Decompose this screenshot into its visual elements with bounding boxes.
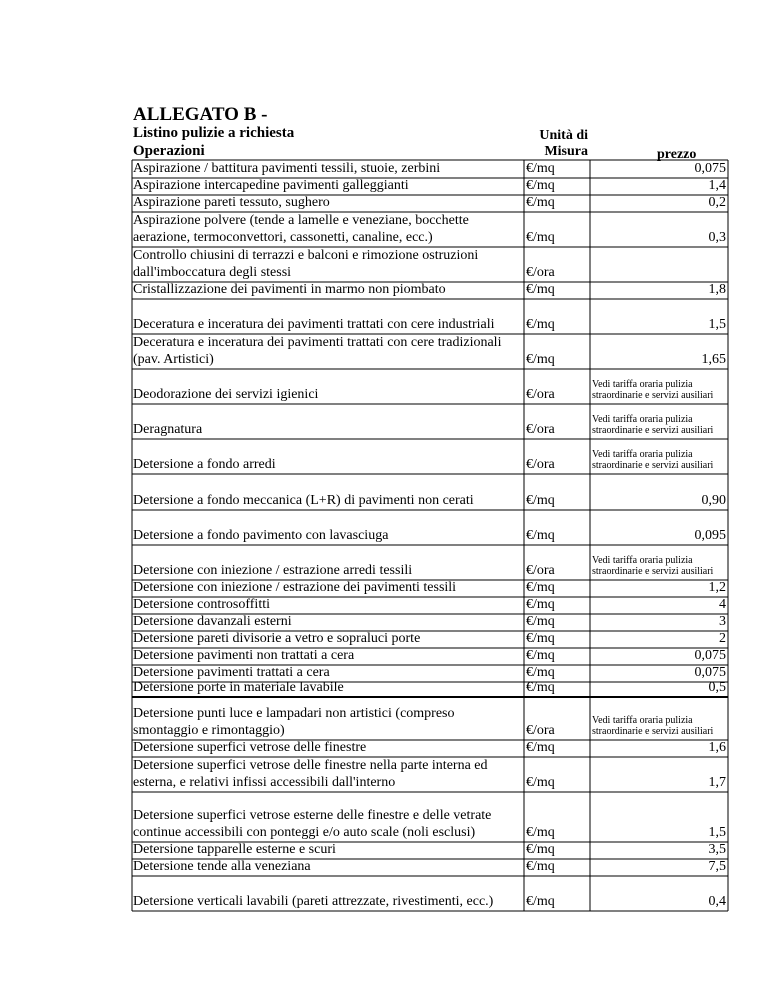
unit-cell: €/mq [526,739,555,755]
price-cell: 0,075 [694,160,726,176]
unit-cell: €/mq [526,824,555,840]
operation-cell: Detersione pareti divisorie a vetro e sopraluci porte [133,630,421,646]
price-cell: 0,90 [701,492,726,508]
unit-cell: €/mq [526,596,555,612]
operation-cell: Detersione con iniezione / estrazione arredi tessili [133,562,413,578]
unit-cell: €/ora [526,386,555,402]
operation-cell: Cristallizzazione dei pavimenti in marmo non piombato [133,281,446,297]
operation-cell: Detersione con iniezione / estrazione dei pavimenti tessili [133,579,457,595]
table-row [132,474,728,510]
table-row [132,439,728,474]
operation-cell: Detersione porte in materiale lavabile [133,679,344,695]
operation-cell: Deceratura e inceratura dei pavimenti trattati con cere tradizionali (pav. Artistici) [133,335,502,367]
operations-column-header: Operazioni [133,143,205,159]
unit-cell: €/mq [526,194,555,210]
unit-cell: €/mq [526,229,555,245]
unit-cell: €/mq [526,613,555,629]
operation-cell: Detersione superfici vetrose delle finestre [133,739,367,755]
unit-header-line1: Unità di [539,128,588,143]
operation-cell: Detersione davanzali esterni [133,613,292,629]
price-note-cell: Vedi tariffa oraria pulizia straordinarie e servizi ausiliari [592,555,714,577]
unit-cell: €/mq [526,647,555,663]
operation-cell: Detersione superfici vetrose delle finestre nella parte interna ed esterna, e relativi infissi accessibili dall'interno [133,758,488,790]
table-row [132,545,728,580]
table-row [132,631,728,648]
unit-cell: €/mq [526,774,555,790]
unit-cell: €/mq [526,351,555,367]
price-cell: 1,6 [708,739,726,755]
table-row [132,510,728,545]
unit-header-line2: Misura [544,144,588,159]
operation-cell: Detersione pavimenti non trattati a cera [133,647,355,663]
operation-cell: Detersione tapparelle esterne e scuri [133,841,336,857]
table-row [132,740,728,757]
operation-cell: Aspirazione / battitura pavimenti tessili, stuoie, zerbini [133,160,441,176]
unit-cell: €/mq [526,630,555,646]
unit-cell: €/ora [526,421,555,437]
operation-cell: Deragnatura [133,421,203,437]
operation-cell: Deceratura e inceratura dei pavimenti trattati con cere industriali [133,316,495,332]
price-note-cell: Vedi tariffa oraria pulizia straordinarie e servizi ausiliari [592,414,714,436]
table-row [132,876,728,911]
table-row [132,282,728,299]
table-row [132,697,728,740]
price-note-cell: Vedi tariffa oraria pulizia straordinarie e servizi ausiliari [592,715,714,737]
unit-cell: €/mq [526,858,555,874]
table-row [132,648,728,665]
operation-cell: Detersione a fondo pavimento con lavasciuga [133,527,389,543]
price-cell: 3 [719,613,726,629]
price-cell: 1,65 [701,351,726,367]
table-row [132,195,728,212]
table-row [132,757,728,792]
price-cell: 1,5 [708,316,726,332]
list-heading: Listino pulizie a richiesta [133,125,295,141]
table-row [132,369,728,404]
operation-cell: Detersione punti luce e lampadari non artistici (compreso smontaggio e rimontaggio) [133,706,455,738]
table-row [132,842,728,859]
table-row [132,334,728,369]
price-cell: 0,075 [694,647,726,663]
operation-cell: Detersione tende alla veneziana [133,858,311,874]
price-note-cell: Vedi tariffa oraria pulizia straordinarie e servizi ausiliari [592,449,714,471]
unit-cell: €/mq [526,841,555,857]
unit-cell: €/mq [526,281,555,297]
price-cell: 1,8 [708,281,726,297]
operation-cell: Detersione verticali lavabili (pareti attrezzate, rivestimenti, ecc.) [133,893,494,909]
price-cell: 0,075 [694,664,726,680]
unit-cell: €/mq [526,316,555,332]
unit-cell: €/mq [526,679,555,695]
table-row [132,679,728,697]
unit-cell: €/mq [526,492,555,508]
table-row [132,404,728,439]
unit-cell: €/mq [526,527,555,543]
unit-cell: €/mq [526,579,555,595]
document-title: ALLEGATO B - [133,104,268,125]
table-row [132,792,728,842]
table-row [132,597,728,614]
unit-cell: €/mq [526,893,555,909]
price-column-header: prezzo [657,147,697,162]
operation-cell: Detersione controsoffitti [133,596,270,612]
price-cell: 1,5 [708,824,726,840]
price-cell: 7,5 [708,858,726,874]
unit-cell: €/mq [526,664,555,680]
table-row [132,247,728,282]
operation-cell: Detersione superfici vetrose esterne delle finestre e delle vetrate continue accessibili con ponteggi e/o auto scale (noli esclusi) [133,808,492,840]
operation-cell: Detersione a fondo meccanica (L+R) di pavimenti non cerati [133,492,474,508]
unit-cell: €/ora [526,264,555,280]
price-cell: 4 [719,596,726,612]
table-row [132,178,728,195]
unit-cell: €/ora [526,722,555,738]
operation-cell: Detersione pavimenti trattati a cera [133,664,330,680]
operation-cell: Aspirazione pareti tessuto, sughero [133,194,330,210]
table-row [132,614,728,631]
operation-cell: Controllo chiusini di terrazzi e balconi e rimozione ostruzioni dall'imboccatura degli stessi [133,248,479,280]
price-cell: 2 [719,630,726,646]
price-cell: 0,3 [708,229,726,245]
table-row [132,160,728,178]
price-cell: 0,2 [708,194,726,210]
operation-cell: Aspirazione polvere (tende a lamelle e veneziane, bocchette aerazione, termoconvettori, cassonetti, canaline, ecc.) [133,213,469,245]
table-row [132,859,728,876]
unit-cell: €/mq [526,177,555,193]
unit-cell: €/ora [526,562,555,578]
operation-cell: Aspirazione intercapedine pavimenti galleggianti [133,177,409,193]
table-row [132,580,728,597]
price-cell: 3,5 [708,841,726,857]
price-cell: 1,4 [708,177,726,193]
table-row [132,212,728,247]
operation-cell: Deodorazione dei servizi igienici [133,386,319,402]
unit-cell: €/ora [526,456,555,472]
price-cell: 1,2 [708,579,726,595]
operation-cell: Detersione a fondo arredi [133,456,276,472]
price-cell: 0,5 [708,679,726,695]
price-note-cell: Vedi tariffa oraria pulizia straordinarie e servizi ausiliari [592,379,714,401]
price-cell: 0,095 [694,527,726,543]
price-cell: 1,7 [708,774,726,790]
unit-cell: €/mq [526,160,555,176]
table-row [132,299,728,334]
price-cell: 0,4 [708,893,726,909]
